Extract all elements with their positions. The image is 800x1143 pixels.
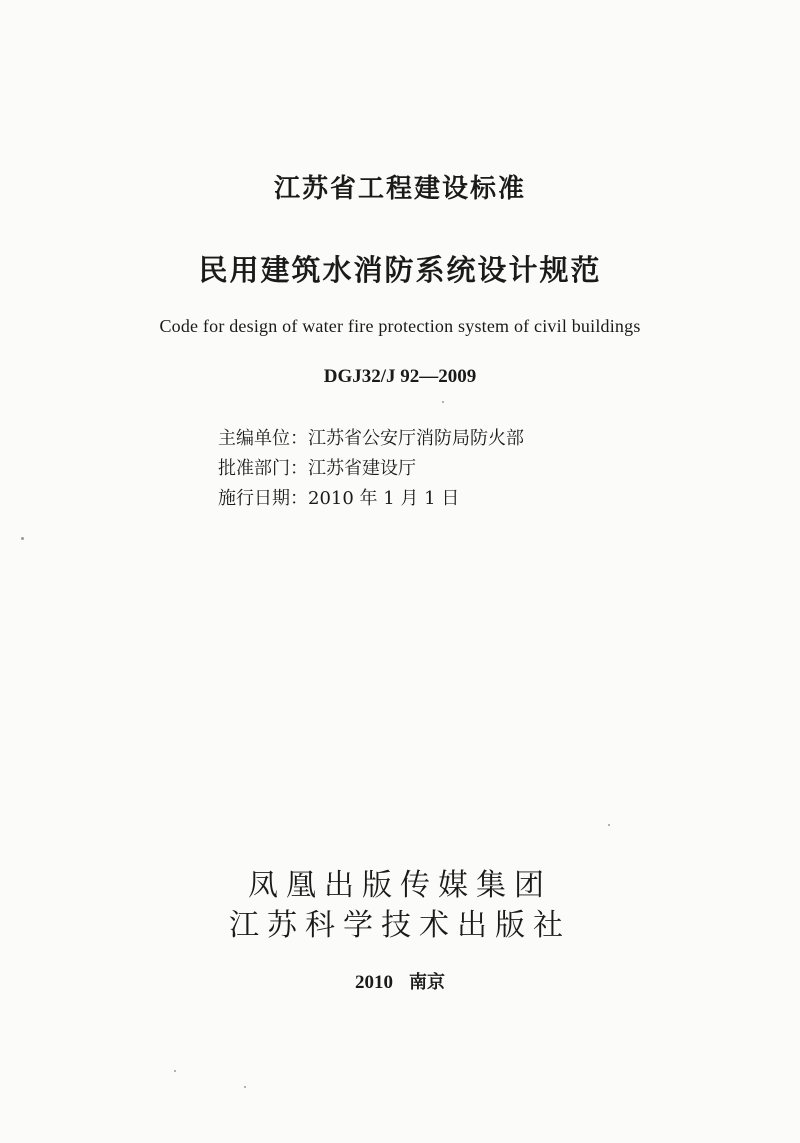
scan-speck (608, 824, 610, 826)
title-chinese: 民用建筑水消防系统设计规范 (198, 253, 602, 287)
publisher-name: 江苏科学技术出版社 (229, 908, 571, 943)
chief-editor-unit: 主编单位：江苏省公安厅消防局防火部 (218, 428, 524, 449)
publication-city: 南京 (409, 972, 445, 993)
effective-date: 施行日期：2010 年 1 月 1 日 (218, 488, 460, 509)
scan-speck (174, 1070, 176, 1072)
scan-speck (21, 537, 24, 540)
standard-series: 江苏省工程建设标准 (273, 174, 526, 204)
title-english: Code for design of water fire protection system of civil buildings (159, 316, 641, 336)
publisher-group: 凤凰出版传媒集团 (248, 868, 552, 903)
standard-info-block (218, 424, 524, 514)
standard-code: DGJ32/J 92—2009 (323, 366, 477, 387)
scan-speck (244, 1086, 246, 1088)
scan-speck (442, 401, 444, 403)
approval-department: 批准部门：江苏省建设厅 (218, 458, 416, 479)
imprint (0, 968, 800, 994)
publication-year: 2010 (355, 972, 393, 993)
